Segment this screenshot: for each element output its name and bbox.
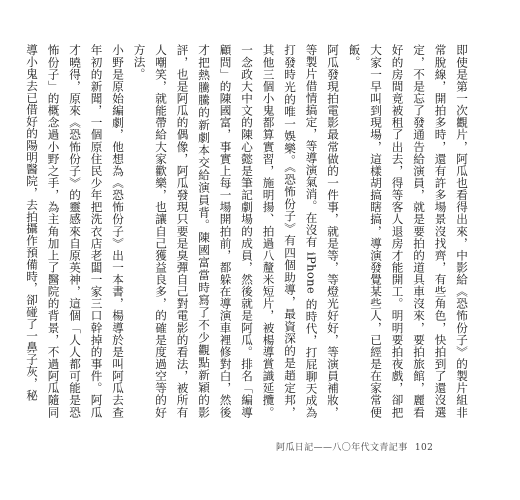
paragraph: 阿瓜發現拍電影最常做的一件事，就是等，等燈光好好，等演員補妝，等製片借情搞定，等導演氣消。在沒有 iPhone 的時代，打屁聊天成為打發時光的唯一娛樂。《恐怖份子》有四個助導，最資深的是趙定邦，其他三個小鬼都算實習，施明揚、拍過八釐米短片，被楊導賞識延攬。一念政大中文的陳心懿是筆記劇場的成員，然後就是阿瓜。排名「編導顧問」的陳國富，事實上每一場開拍前，都躲在導演車裡修對白，然後才把熱騰騰的新劇本交給演員背。陳國富當時寫了不少觀點新穎的影評，也是阿瓜的偶像，阿瓜發現只要是臭彈自己對電影的看法，被所有人嘲笑，就能帶給大家歡樂，也讓自己獲益良多，的確是度過空等的好方法。 [132, 44, 340, 418]
running-title: 阿瓜日記——八〇年代文青記事 [276, 443, 408, 453]
paragraph: 小野是原始編劇，他想為《恐怖份子》出一本書，楊導於是叫阿瓜去查年初的新聞，一個原住民少年把洗衣店老闆一家三口幹掉的事件。阿瓜才曉得，原來《恐怖份子》的靈感來自原英神，這個「人人都可能是恐怖份子」的概念過小野之手，為主角加上了醫院的背景，不過阿瓜隨同導小鬼去已借好的陽明醫院，去拍攝作預備時，卻碰了一鼻子灰，秘 [25, 44, 125, 418]
page-footer [276, 440, 433, 453]
body-text [25, 44, 472, 418]
page-number: 102 [414, 443, 434, 453]
paragraph: 即使是第一次觀片，阿瓜也看得出來，中影給《恐怖份子》的製片組非常脫線，開拍多時，還有許多場景沒找齊，有些角色，快拍到了還沒選定，不是忘了發通告給演員，就是要拍的道具車沒來，要拍旅館，麗看好的房間竟被租了出去，得等客人退房才能開工。明明要拍夜戲，卻把大家一早叫到現場，這樣胡搞瞎搞，導演發覺某些人，已經是在家常便飯。 [347, 44, 469, 418]
